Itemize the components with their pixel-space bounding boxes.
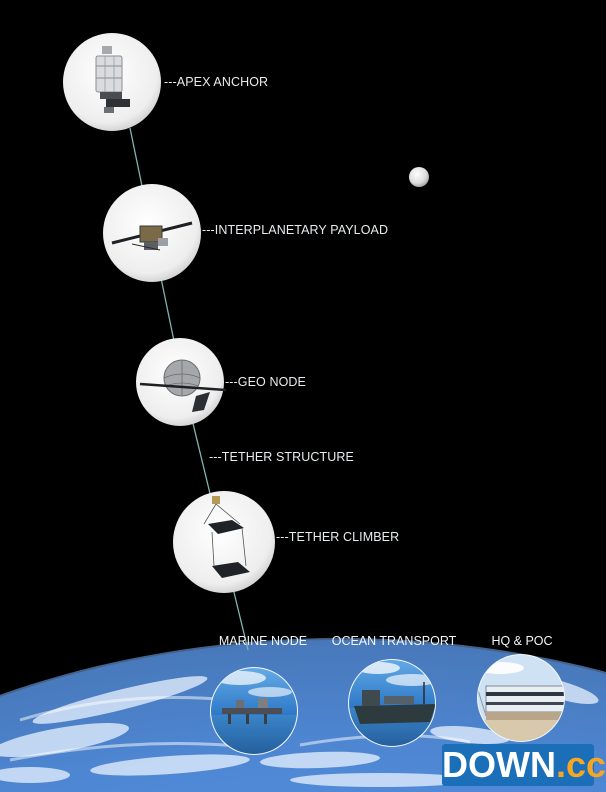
watermark-logo: [442, 744, 606, 786]
watermark-main: DOWN: [442, 744, 556, 785]
tether-climber-circle: [173, 491, 275, 593]
watermark-accent: .cc: [555, 744, 606, 785]
interplanetary-payload-circle: [103, 184, 201, 282]
hq-poc-caption: HQ & POC: [491, 634, 553, 648]
ocean-transport-caption: OCEAN TRANSPORT: [331, 634, 457, 648]
tether-climber-label: ---TETHER CLIMBER: [276, 530, 400, 544]
interplanetary-payload-label: ---INTERPLANETARY PAYLOAD: [202, 223, 389, 237]
apex-anchor-label: ---APEX ANCHOR: [164, 75, 269, 89]
tether-structure-label: ---TETHER STRUCTURE: [209, 450, 354, 464]
geo-node-label: ---GEO NODE: [225, 375, 306, 389]
marine-node-caption: MARINE NODE: [218, 634, 308, 648]
apex-anchor-circle: [63, 33, 161, 131]
geo-node-circle: [136, 338, 226, 426]
moon: [409, 167, 429, 187]
